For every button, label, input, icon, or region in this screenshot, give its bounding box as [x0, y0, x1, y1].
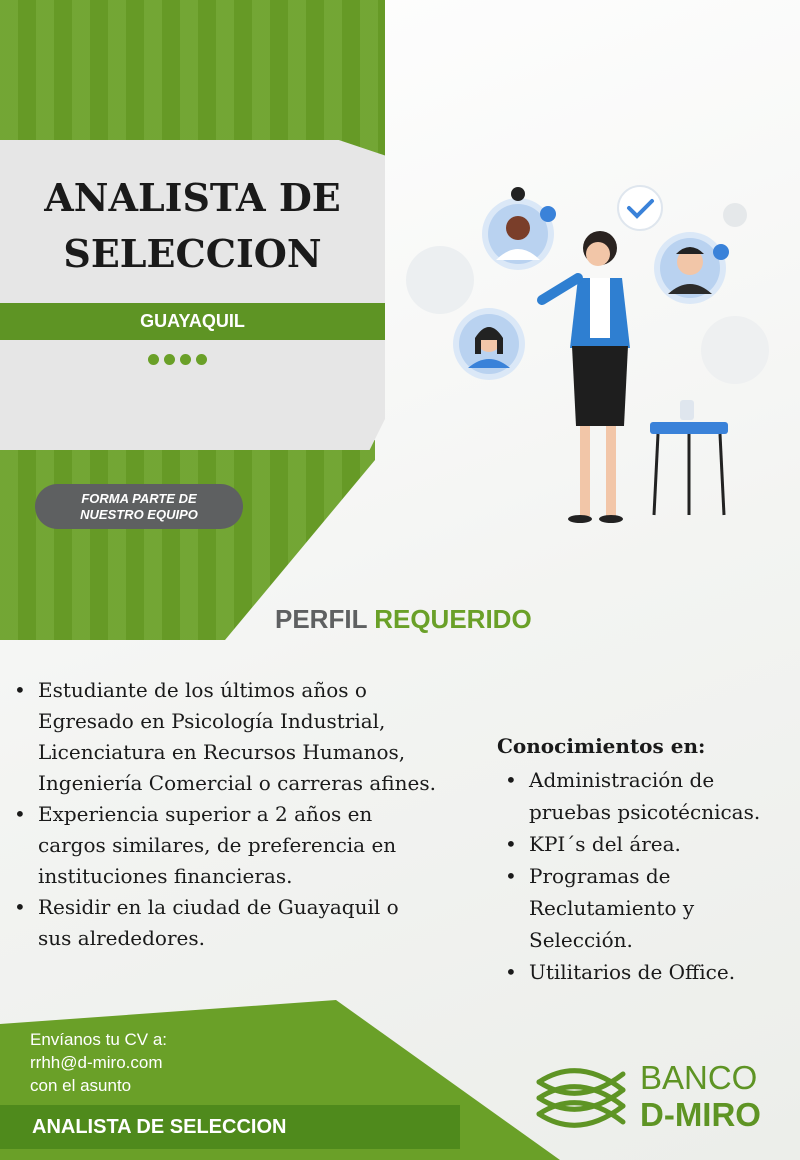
join-team-badge [35, 484, 243, 529]
join-line2: NUESTRO EQUIPO [80, 506, 198, 522]
brand-name-line2: D-MIRO [640, 1096, 761, 1133]
list-item: • Experiencia superior a 2 años en cargos similares, de preferencia en instituciones financieras. [6, 799, 436, 892]
requirements-list [6, 675, 436, 954]
faded-avatar-icon [406, 246, 474, 314]
list-item: • Estudiante de los últimos años o Egresado en Psicología Industrial, Licenciatura en Recursos Humanos, Ingeniería Comercial o carreras afines. [6, 675, 436, 799]
avatar-woman-icon [482, 187, 556, 270]
job-title [0, 170, 385, 282]
email-subject: ANALISTA DE SELECCION [32, 1116, 287, 1138]
team-illustration [400, 170, 780, 530]
list-item: • KPI´s del área. [497, 828, 787, 860]
join-line1: FORMA PARTE DE [81, 490, 197, 506]
contact-intro: Envíanos tu CV a: [30, 1030, 168, 1049]
job-title-line1: ANALISTA DE [44, 175, 341, 220]
job-title-line2: SELECCION [63, 231, 322, 276]
list-item: • Administración de pruebas psicotécnicas. [497, 764, 787, 828]
knowledge-list [497, 764, 787, 988]
contact-subject-intro: con el asunto [30, 1076, 132, 1095]
brand-name-line1: BANCO [640, 1059, 758, 1096]
profile-heading [275, 604, 532, 635]
avatar-girl-icon [453, 308, 525, 380]
avatar-man-icon [654, 232, 729, 304]
list-item: • Residir en la ciudad de Guayaquil o sus alrededores. [6, 892, 436, 954]
presenter-woman-icon [542, 231, 630, 523]
contact-email-link[interactable]: rrhh@d-miro.com [30, 1053, 163, 1072]
check-bubble-icon [618, 186, 662, 230]
knowledge-heading: Conocimientos en: [497, 734, 706, 758]
city-label: GUAYAQUIL [140, 311, 245, 331]
contact-block [30, 1028, 167, 1097]
profile-heading-part2: REQUERIDO [374, 604, 532, 634]
list-item: • Utilitarios de Office. [497, 956, 787, 988]
list-item: • Programas de Reclutamiento y Selección. [497, 860, 787, 956]
top-green-shape [0, 0, 385, 160]
dots-decoration [148, 354, 207, 365]
side-table-icon [650, 400, 728, 515]
fish-logo-icon [535, 1062, 627, 1134]
profile-heading-part1: PERFIL [275, 604, 367, 634]
faded-avatar-icon [701, 316, 769, 384]
